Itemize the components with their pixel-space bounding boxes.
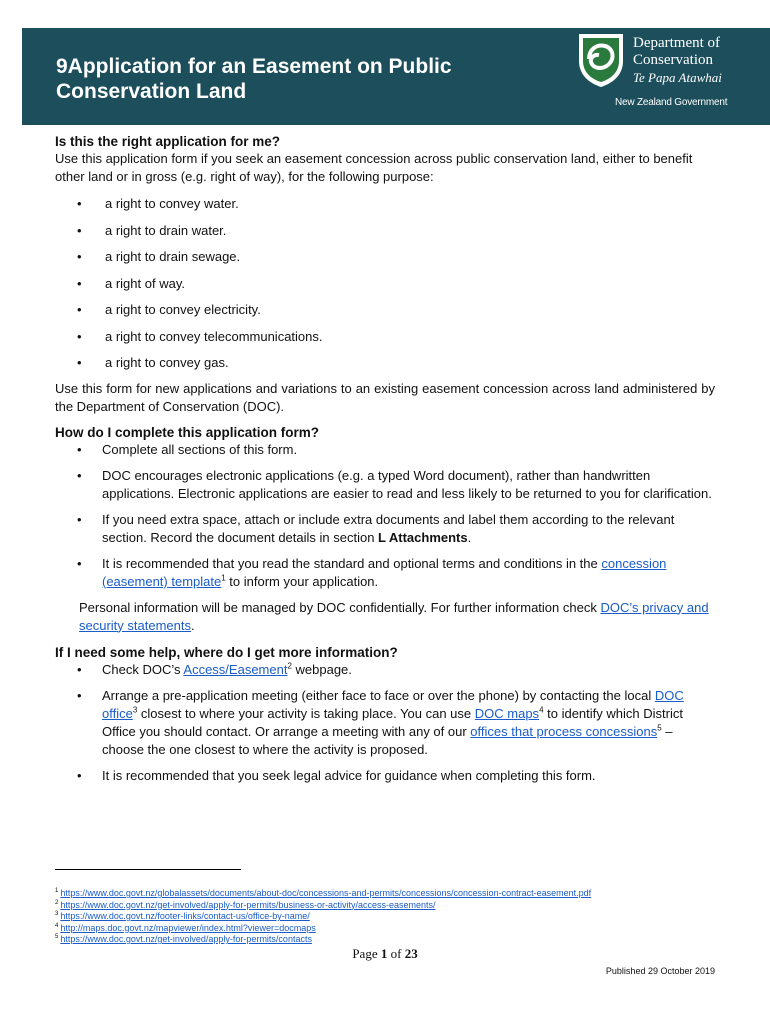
footnote-number: 2 xyxy=(55,899,59,906)
footnote-ref: 3 xyxy=(132,705,138,715)
list-item xyxy=(55,555,715,591)
list-item: • a right to drain sewage. xyxy=(55,248,715,275)
nz-government-label: New Zealand Government xyxy=(615,97,728,108)
list-item: • DOC encourages electronic applications (e.g. a typed Word document), rather than handwritten applications. Electronic applications are easier to read and less likely to be returned to you for clarification. xyxy=(55,467,715,503)
text-span: . xyxy=(191,617,195,633)
footnote xyxy=(55,911,591,923)
logo-line-maori: Te Papa Atawhai xyxy=(633,70,722,85)
footnote-number: 1 xyxy=(55,888,59,894)
published-date: Published 29 October 2019 xyxy=(605,966,715,976)
list-item: • a right to convey telecommunications. xyxy=(55,328,715,355)
page-number xyxy=(0,946,770,962)
list-item: • a right to convey gas. xyxy=(55,354,715,381)
footnote-ref: 2 xyxy=(287,661,292,671)
page-title: 9Application for an Easement on Public Conservation Land xyxy=(56,55,452,103)
doc-logo-text xyxy=(633,35,722,86)
section-heading-complete-form: How do I complete this application form? xyxy=(55,424,320,440)
page-total: 23 xyxy=(404,946,418,961)
privacy-paragraph xyxy=(55,599,715,635)
help-list xyxy=(55,661,715,785)
footnote-divider xyxy=(55,869,241,870)
list-item xyxy=(55,511,715,547)
text-span: closest to where your activity is taking place. You can use xyxy=(137,705,475,721)
page-label: Page xyxy=(352,946,378,961)
footnote xyxy=(55,923,591,935)
footnote-link[interactable]: http://maps.doc.govt.nz/mapviewer/index.html?viewer=docmaps xyxy=(60,922,316,933)
footnotes xyxy=(55,888,591,946)
attachments-section-ref: L Attachments xyxy=(378,529,468,545)
complete-form-list xyxy=(55,441,715,591)
footnote-number: 4 xyxy=(55,922,59,929)
footnote xyxy=(55,934,591,946)
doc-crest-icon xyxy=(575,31,627,89)
logo-line-conservation: Conservation xyxy=(633,52,713,68)
text-span: If you need extra space, attach or include extra documents and label them according to the relevant section. Record the document details in section xyxy=(102,511,675,545)
list-item: • a right to drain water. xyxy=(55,222,715,249)
footnote-ref: 5 xyxy=(657,723,662,733)
text-span: Personal information will be managed by DOC confidentially. For further information check xyxy=(79,599,601,615)
text-span: Check DOC’s xyxy=(102,661,184,677)
section-heading-right-application: Is this the right application for me? xyxy=(55,134,281,149)
text-span: Arrange a pre-application meeting (either face to face or over the phone) by contacting the local xyxy=(102,687,655,703)
footnote-link[interactable]: https://www.doc.govt.nz/get-involved/apply-for-permits/business-or-activity/access-easements/ xyxy=(60,899,436,910)
list-item xyxy=(55,687,715,759)
text-span: . xyxy=(467,529,472,545)
logo-line-department: Department of xyxy=(633,35,721,51)
footnote xyxy=(55,900,591,912)
list-item: • a right to convey electricity. xyxy=(55,301,715,328)
purpose-list xyxy=(55,195,715,381)
footnote-link[interactable]: https://www.doc.govt.nz/get-involved/apply-for-permits/contacts xyxy=(60,934,312,944)
list-item xyxy=(55,661,715,679)
footnote-ref: 4 xyxy=(539,705,544,715)
section-heading-more-information: If I need some help, where do I get more information? xyxy=(55,644,398,660)
list-item: • a right of way. xyxy=(55,275,715,302)
footnote xyxy=(55,888,591,900)
list-item: • Complete all sections of this form. xyxy=(55,441,715,459)
list-item: • It is recommended that you seek legal advice for guidance when completing this form. xyxy=(55,767,715,785)
footnote-link[interactable]: https://www.doc.govt.nz/footer-links/contact-us/office-by-name/ xyxy=(60,911,310,921)
text-span: to identify which District Office you should contact. Or arrange a meeting with any of our xyxy=(102,705,683,739)
text-span: It is recommended that you read the standard and optional terms and conditions in the xyxy=(102,555,602,571)
section1-intro: Use this application form if you seek an easement concession across public conservation land, either to benefit other land or in gross (e.g. right of way), for the following purpose: xyxy=(55,151,693,184)
doc-logo xyxy=(575,31,765,121)
footnote-number: 5 xyxy=(55,934,59,940)
concession-offices-link[interactable]: offices that process concessions xyxy=(470,723,658,739)
list-item: • a right to convey water. xyxy=(55,195,715,222)
footnote-number: 3 xyxy=(55,911,59,917)
text-span: to inform your application. xyxy=(225,573,379,589)
main-content xyxy=(55,133,715,785)
footnote-link[interactable]: https://www.doc.govt.nz/globalassets/documents/about-doc/concessions-and-permits/concessions/concession-contract-easement.pdf xyxy=(60,888,592,898)
concession-template-link[interactable]: concession (easement) template xyxy=(102,555,667,589)
text-span: – choose the one closest to where the activity is proposed. xyxy=(102,723,673,757)
footnote-ref: 1 xyxy=(221,573,226,583)
doc-maps-link[interactable]: DOC maps xyxy=(474,705,540,721)
page-current: 1 xyxy=(380,946,388,961)
page-of: of xyxy=(390,946,402,961)
text-span: webpage. xyxy=(291,661,352,677)
section1-closing: Use this form for new applications and variations to an existing easement concession across land administered by the Department of Conservation (DOC). xyxy=(55,380,715,414)
access-easement-link[interactable]: Access/Easement xyxy=(183,661,288,677)
header-banner xyxy=(22,28,770,125)
privacy-statements-link[interactable]: DOC’s privacy and security statements xyxy=(79,599,709,633)
doc-office-link[interactable]: DOC office xyxy=(102,687,684,721)
